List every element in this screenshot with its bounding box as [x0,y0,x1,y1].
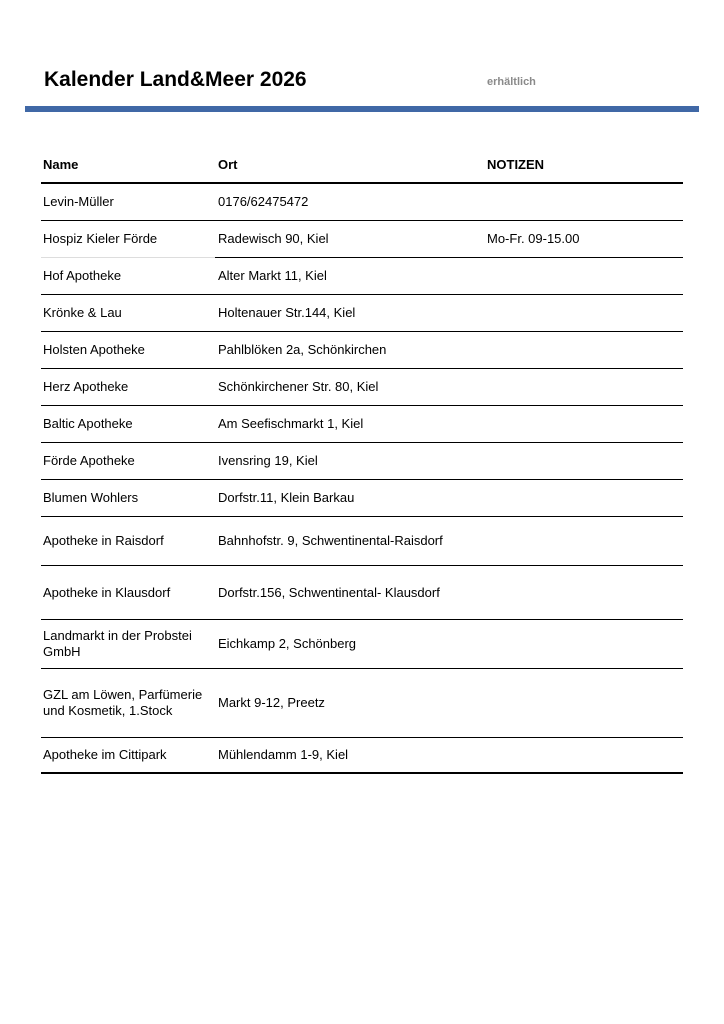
cell-name: Herz Apotheke [43,379,129,394]
cell-name: GZL am Löwen, Parfümerie und Kosmetik, 1.Stock [43,687,203,718]
cell-name: Förde Apotheke [43,453,135,468]
cell-name: Krönke & Lau [43,305,122,320]
address-table [41,146,683,774]
cell-ort: Holtenauer Str.144, Kiel [218,305,356,320]
column-header-name: Name [43,157,79,172]
cell-ort: Bahnhofstr. 9, Schwentinental-Raisdorf [218,533,443,548]
cell-ort: Dorfstr.11, Klein Barkau [218,490,355,505]
cell-ort: Eichkamp 2, Schönberg [218,636,357,651]
cell-name: Apotheke in Raisdorf [43,533,164,548]
cell-ort: Alter Markt 11, Kiel [218,268,327,283]
cell-ort: Schönkirchener Str. 80, Kiel [218,379,379,394]
cell-ort: Pahlblöken 2a, Schönkirchen [218,342,387,357]
table-header [41,146,683,184]
cell-name: Apotheke im Cittipark [43,747,167,762]
table-row [41,738,683,774]
cell-name: Holsten Apotheke [43,342,145,357]
table-row [41,620,683,669]
cell-ort: Ivensring 19, Kiel [218,453,318,468]
cell-name: Hospiz Kieler Förde [43,231,158,246]
cell-ort: Mühlendamm 1-9, Kiel [218,747,349,762]
cell-ort: Dorfstr.156, Schwentinental- Klausdorf [218,584,440,600]
table-row [41,566,683,620]
table-row [41,369,683,406]
table-row [41,480,683,517]
cell-name: Blumen Wohlers [43,490,139,505]
table-row [41,669,683,738]
column-header-ort: Ort [218,157,238,172]
column-header-notizen: NOTIZEN [487,157,545,172]
cell-ort: Markt 9-12, Preetz [218,695,325,710]
table-row [41,295,683,332]
table-row [41,332,683,369]
cell-name: Hof Apotheke [43,268,122,283]
table-row [41,258,683,295]
cell-ort: Am Seefischmarkt 1, Kiel [218,416,364,431]
table-row [41,184,683,221]
header-rule [25,106,699,112]
table-row [41,443,683,480]
cell-ort: Radewisch 90, Kiel [218,231,329,246]
availability-label: erhältlich [487,76,536,88]
page-title: Kalender Land&Meer 2026 [44,68,307,91]
table-row [41,517,683,566]
cell-notizen: Mo-Fr. 09-15.00 [487,231,580,246]
cell-name: Levin-Müller [43,194,114,209]
cell-name: Landmarkt in der Probstei GmbH [43,628,192,659]
cell-ort: 0176/62475472 [218,194,309,209]
table-row [41,406,683,443]
table-row [41,221,683,258]
cell-name: Apotheke in Klausdorf [43,584,171,600]
cell-name: Baltic Apotheke [43,416,133,431]
